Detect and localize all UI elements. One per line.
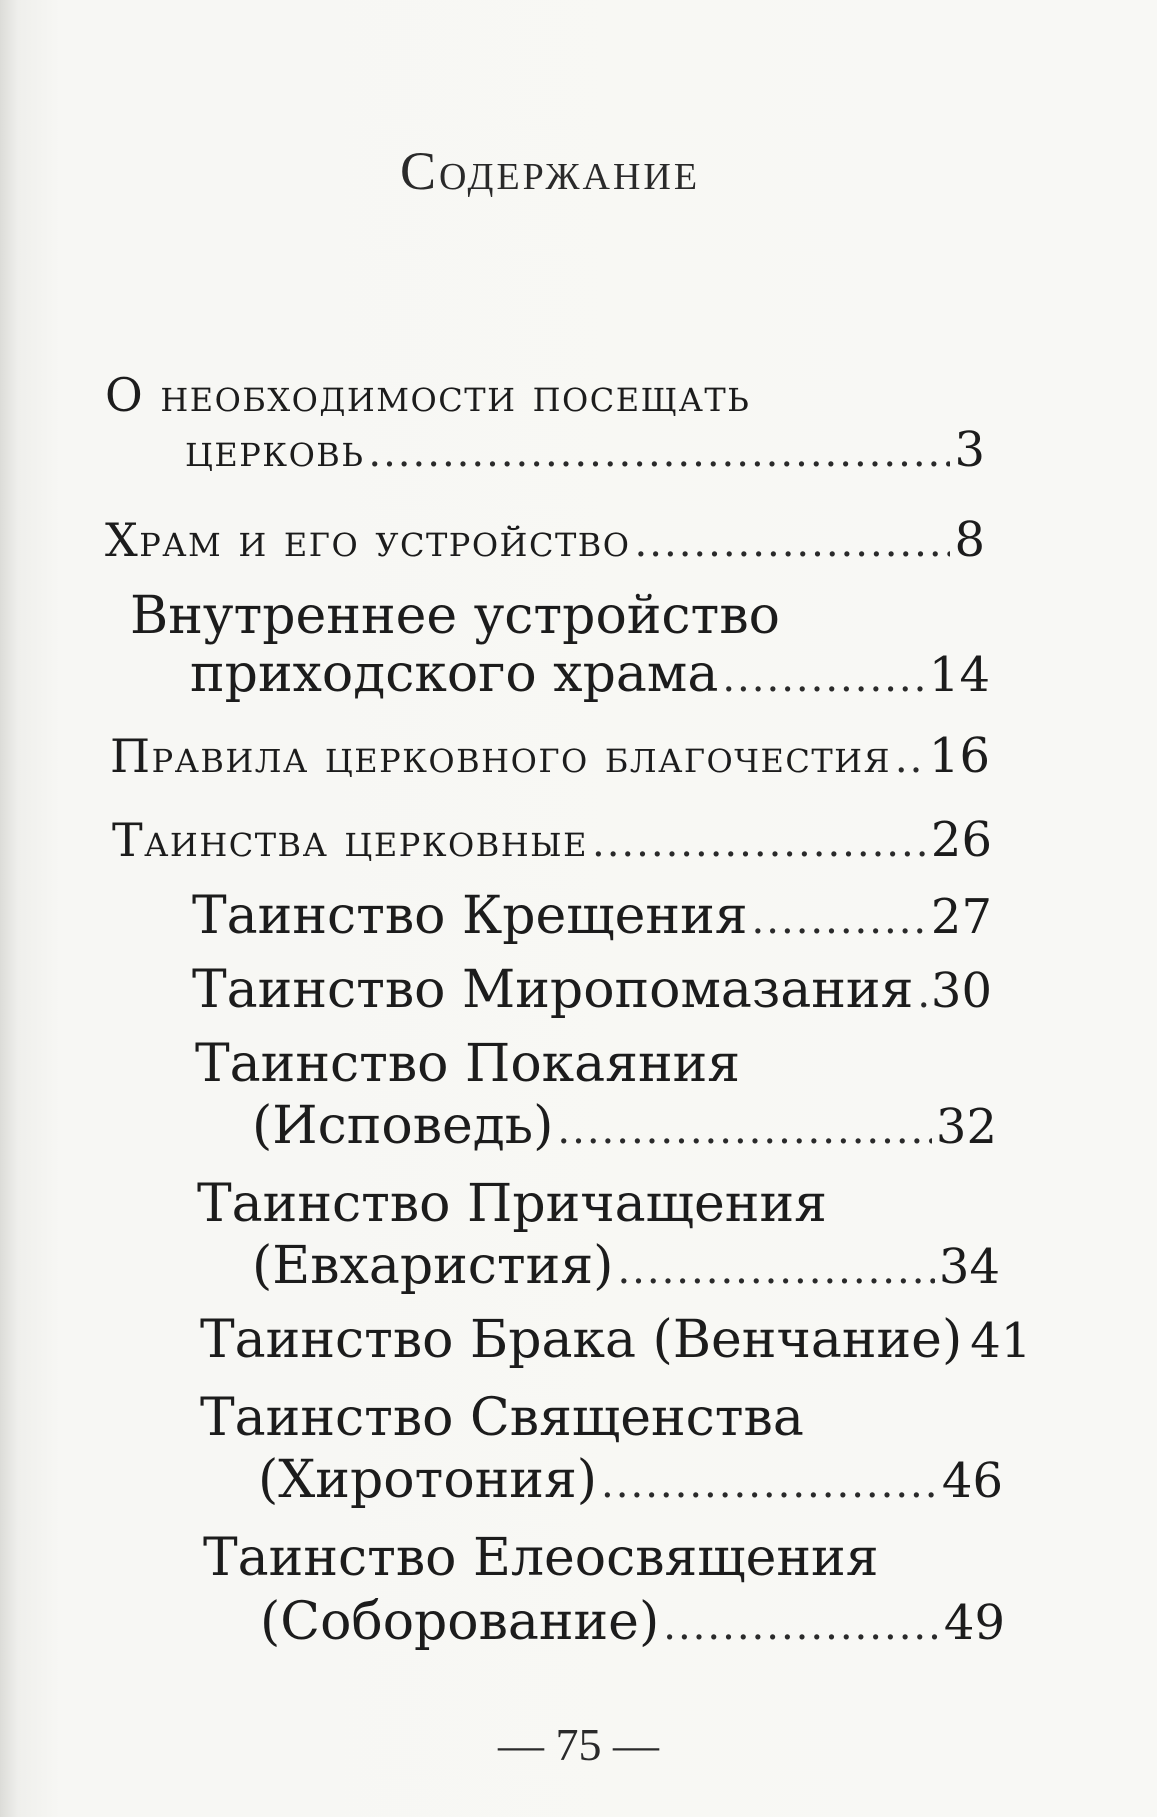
toc-page-number: 16 [928, 728, 990, 784]
toc-entry-title: Таинства церковные [112, 813, 588, 867]
dot-leader [635, 520, 951, 566]
toc-entry-title: Таинство Крещения [192, 886, 748, 946]
toc-entry-line [192, 960, 992, 1020]
toc-entry-title: Таинство Причащения [197, 1174, 827, 1234]
dot-leader [663, 1603, 940, 1649]
toc-page-number: 14 [928, 647, 990, 703]
toc-entry-line [200, 1310, 1032, 1370]
toc-entry-line [195, 1034, 995, 1094]
toc-entry-title: (Соборование) [260, 1592, 660, 1652]
dot-leader [895, 736, 925, 782]
toc-entry-title: Правила церковного благочестия [110, 729, 891, 783]
toc-entry-line [258, 1450, 1003, 1510]
toc-entry-line [112, 812, 992, 868]
toc-entry-title: Внутреннее устройство [130, 586, 780, 646]
toc-page-number: 32 [935, 1099, 997, 1155]
toc-entry-title: Таинство Брака (Венчание) [200, 1310, 963, 1370]
toc-entry-line [105, 368, 985, 422]
dot-leader [592, 820, 927, 866]
dot-leader [752, 897, 927, 943]
dot-leader [368, 430, 950, 476]
toc-entry-line [105, 512, 985, 568]
toc-page-number: 26 [930, 812, 992, 868]
toc-entry-title: Храм и его устройство [105, 513, 631, 567]
toc-entry-line [110, 728, 990, 784]
dot-leader [557, 1107, 932, 1153]
toc-entry-title: (Евхаристия) [252, 1236, 614, 1296]
toc-entry-line [203, 1528, 1003, 1588]
toc-entry-title: (Хиротония) [258, 1450, 598, 1510]
toc-page-number: 41 [970, 1313, 1032, 1369]
page-title: Содержание [399, 141, 701, 201]
toc-entry-line [185, 422, 985, 478]
toc-entry-line [197, 1174, 997, 1234]
toc-page-number: 30 [930, 963, 992, 1019]
toc-entry-line [252, 1236, 1000, 1296]
toc-entry-title: приходского храма [190, 644, 719, 704]
dot-leader [917, 971, 927, 1017]
toc-entry-line [252, 1096, 997, 1156]
toc-entry-line [190, 644, 990, 704]
toc-entry-line [130, 586, 990, 646]
toc-entry-title: Таинство Покаяния [195, 1034, 741, 1094]
toc-page-number: 27 [930, 889, 992, 945]
toc-entry-title: церковь [185, 423, 365, 477]
toc-page-number: 46 [941, 1453, 1003, 1509]
toc-entry-title: Таинство Священства [200, 1388, 804, 1448]
toc-page-number: 3 [954, 422, 985, 478]
toc-page-number: 8 [954, 512, 985, 568]
toc-entry-title: Таинство Елеосвящения [203, 1528, 879, 1588]
toc-entry-line [192, 886, 992, 946]
toc-page-number: 49 [943, 1595, 1005, 1651]
dot-leader [617, 1247, 934, 1293]
toc-entry-title: Таинство Миропомазания [192, 960, 914, 1020]
toc-entry-title: (Исповедь) [252, 1096, 554, 1156]
toc-entry-line [260, 1592, 1005, 1652]
toc-page-number: 34 [938, 1239, 1000, 1295]
page-number: — 75 — [498, 1719, 659, 1770]
dot-leader [601, 1461, 938, 1507]
dot-leader [722, 655, 925, 701]
toc-entry-title: О необходимости посещать [105, 368, 751, 422]
toc-entry-line [200, 1388, 1000, 1448]
